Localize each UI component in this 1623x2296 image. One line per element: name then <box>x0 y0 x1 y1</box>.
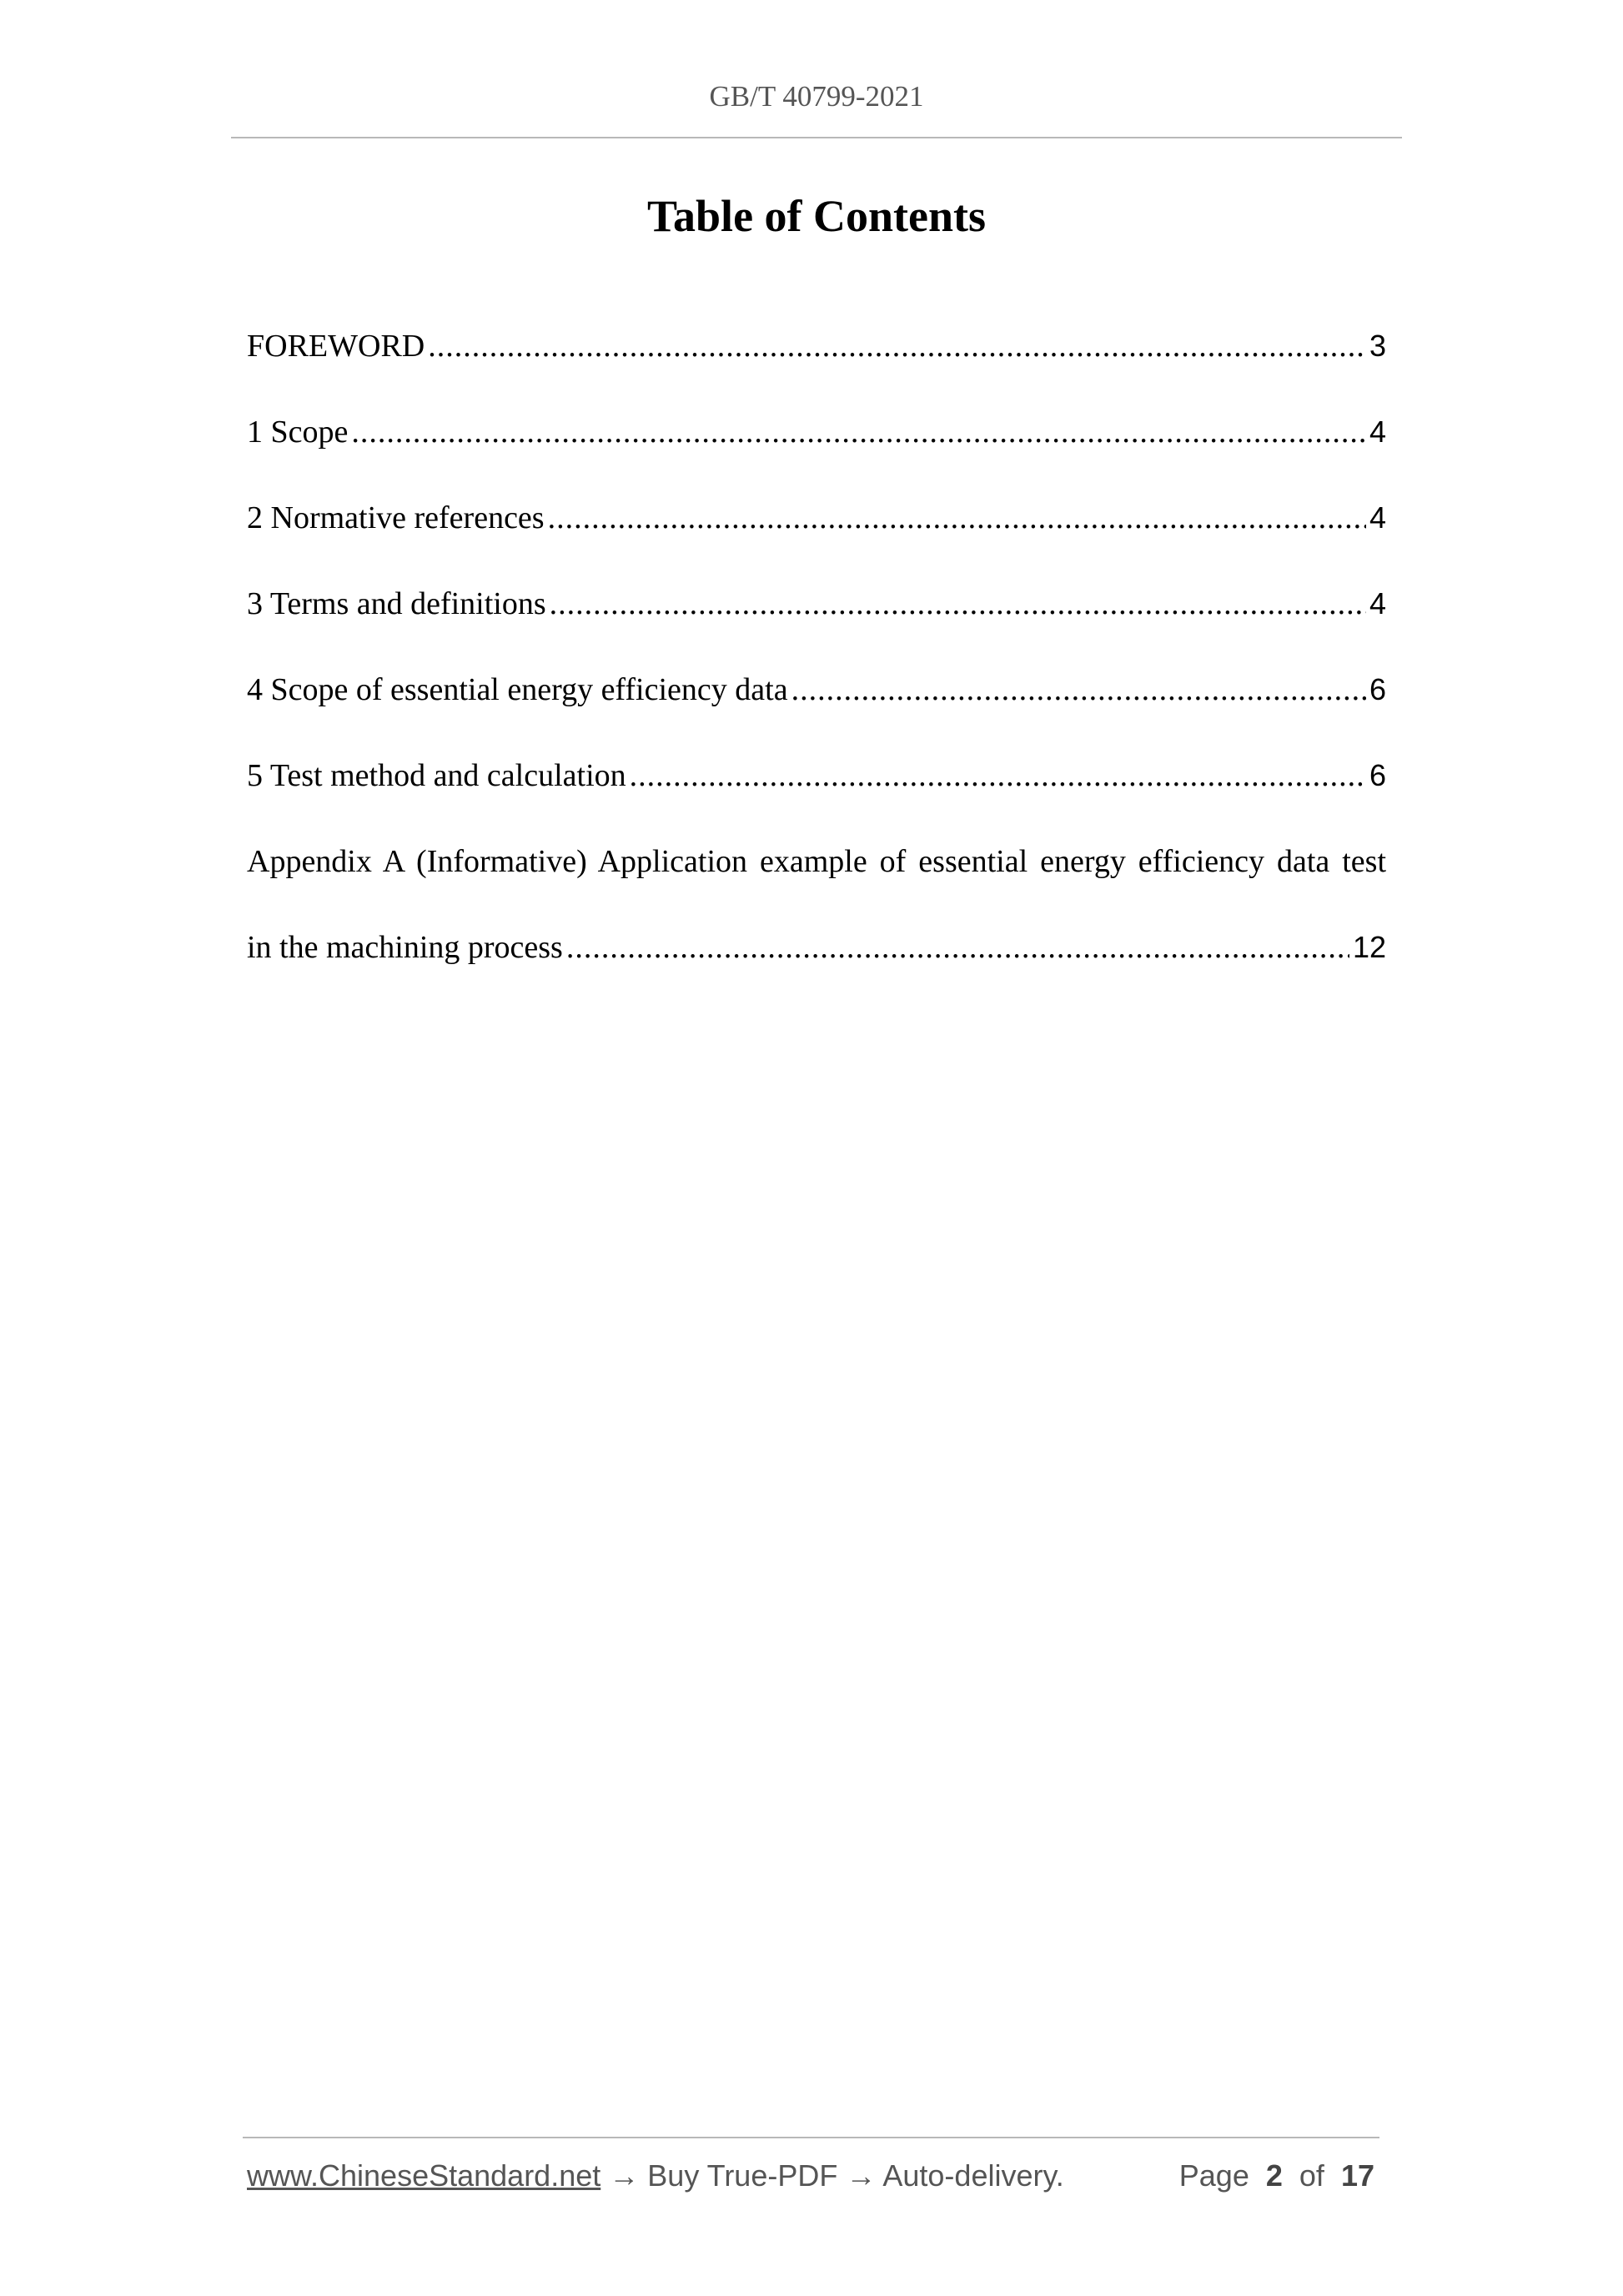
page-label: Page <box>1178 2158 1249 2193</box>
toc-entry-scope-of-data[interactable] <box>247 665 1386 751</box>
toc-dot-leader <box>550 579 1366 629</box>
toc-entry-text: 1 Scope <box>247 414 349 450</box>
toc-page-number: 4 <box>1369 586 1386 620</box>
arrow-right-icon: → <box>846 2158 877 2193</box>
toc-entry-scope[interactable] <box>247 407 1386 493</box>
toc-entry-foreword[interactable] <box>247 321 1386 407</box>
toc-page-number: 3 <box>1369 329 1386 363</box>
toc-list <box>247 321 1386 1008</box>
toc-entry-text: 5 Test method and calculation <box>247 758 626 793</box>
header-divider <box>231 137 1402 138</box>
toc-dot-leader <box>548 493 1366 543</box>
toc-entry-text: FOREWORD <box>247 329 425 364</box>
arrow-right-icon: → <box>609 2158 640 2193</box>
toc-entry-text-line2: in the machining process <box>247 930 563 965</box>
auto-delivery-text: Auto-delivery. <box>882 2158 1064 2193</box>
toc-entry-text: 4 Scope of essential energy efficiency data <box>247 672 788 707</box>
current-page-number: 2 <box>1265 2158 1283 2193</box>
toc-dot-leader <box>428 321 1366 371</box>
document-number-header: GB/T 40799-2021 <box>709 80 924 113</box>
toc-dot-leader <box>791 665 1366 715</box>
toc-page-number: 6 <box>1369 672 1386 706</box>
toc-entry-appendix-a[interactable] <box>247 837 1386 1008</box>
website-link[interactable]: www.ChineseStandard.net <box>247 2158 601 2193</box>
footer-divider <box>243 2137 1379 2138</box>
toc-page-number: 4 <box>1369 414 1386 449</box>
toc-dot-leader <box>351 407 1366 457</box>
toc-title: Table of Contents <box>646 191 987 241</box>
page-indicator <box>1179 2158 1374 2193</box>
toc-entry-text: 2 Normative references <box>247 500 545 535</box>
page-of-label: of <box>1299 2158 1324 2193</box>
toc-dot-leader <box>566 922 1349 972</box>
footer-promo <box>247 2158 1064 2193</box>
page-footer <box>247 2158 1381 2200</box>
toc-entry-text-line1: Appendix A (Informative) Application example of essential energy efficiency data test <box>247 844 1386 879</box>
toc-entry-terms-and-definitions[interactable] <box>247 579 1386 665</box>
toc-page-number: 4 <box>1369 500 1386 535</box>
toc-page-number: 6 <box>1369 758 1386 792</box>
toc-page-number: 12 <box>1352 930 1386 964</box>
toc-entry-normative-references[interactable] <box>247 493 1386 579</box>
toc-entry-text: 3 Terms and definitions <box>247 586 546 621</box>
total-pages-number: 17 <box>1340 2158 1374 2193</box>
buy-true-pdf-text: Buy True-PDF <box>647 2158 838 2193</box>
toc-entry-test-method[interactable] <box>247 751 1386 837</box>
toc-dot-leader <box>630 751 1366 801</box>
